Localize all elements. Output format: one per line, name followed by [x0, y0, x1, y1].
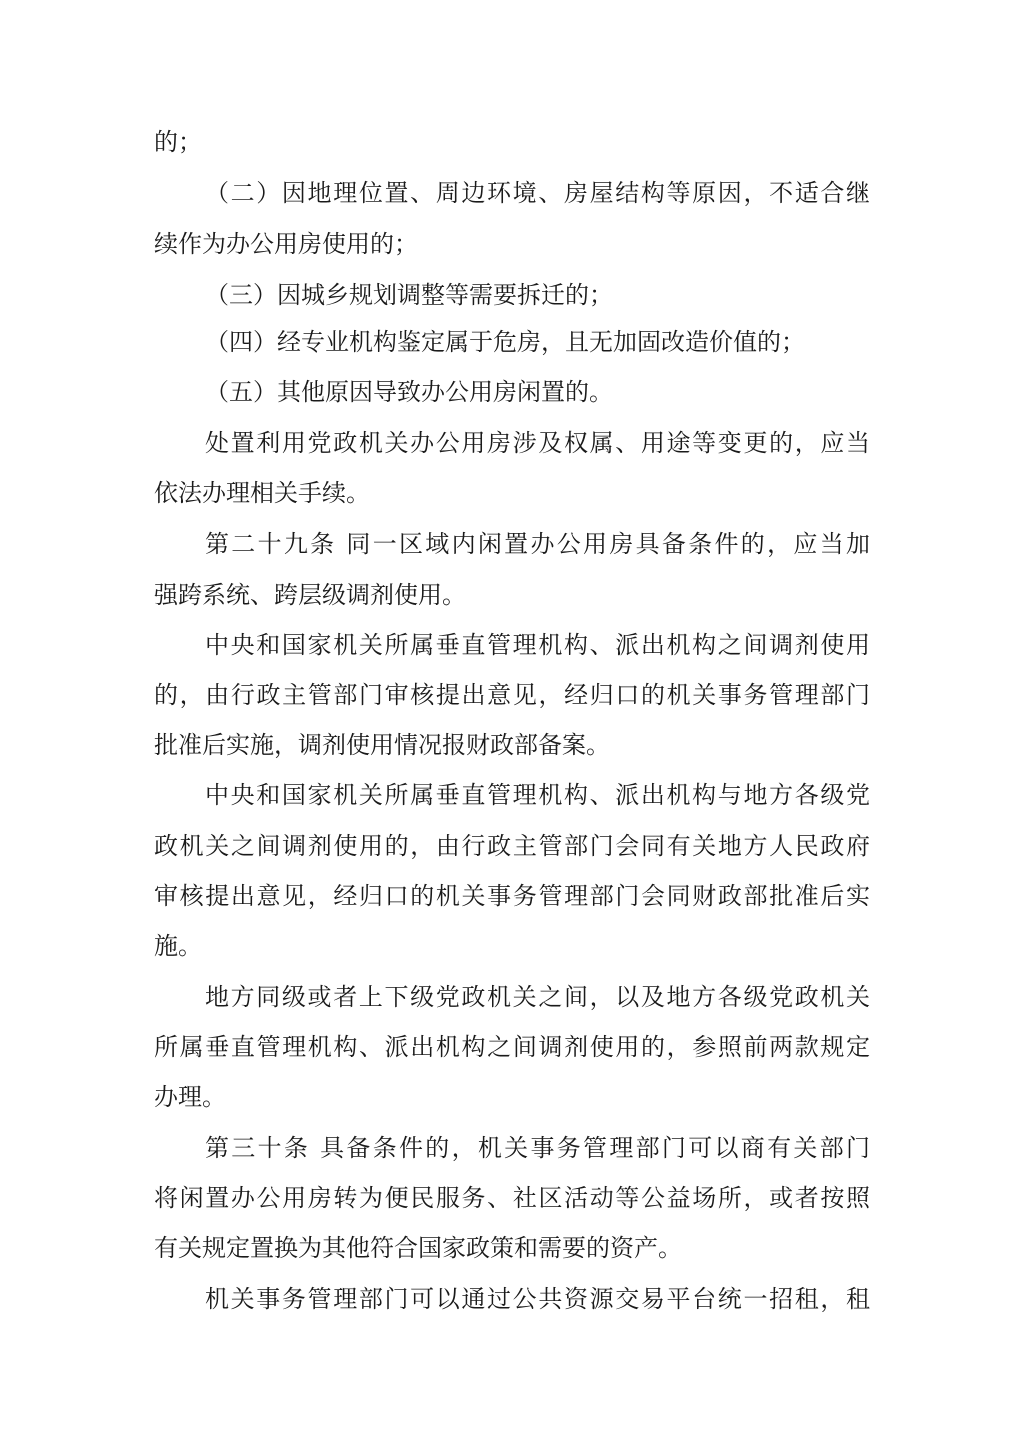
text-line: 批准后实施，调剂使用情况报财政部备案。: [154, 731, 610, 759]
text-line: 处置利用党政机关办公用房涉及权属、用途等变更的，应当: [205, 429, 870, 457]
text-line: 办理。: [154, 1083, 226, 1111]
text-line: 政机关之间调剂使用的，由行政主管部门会同有关地方人民政府: [154, 832, 870, 860]
text-line: 将闲置办公用房转为便民服务、社区活动等公益场所，或者按照: [154, 1184, 870, 1212]
text-line: （四）经专业机构鉴定属于危房，且无加固改造价值的；: [205, 328, 805, 356]
text-line: 中央和国家机关所属垂直管理机构、派出机构与地方各级党: [205, 781, 870, 809]
text-line: 强跨系统、跨层级调剂使用。: [154, 581, 466, 609]
text-line: 有关规定置换为其他符合国家政策和需要的资产。: [154, 1234, 682, 1262]
text-line: 续作为办公用房使用的；: [154, 230, 418, 258]
text-line: 审核提出意见，经归口的机关事务管理部门会同财政部批准后实: [154, 882, 870, 910]
text-line: （五）其他原因导致办公用房闲置的。: [205, 378, 613, 406]
text-line: （三）因城乡规划调整等需要拆迁的；: [205, 281, 613, 309]
text-line: 机关事务管理部门可以通过公共资源交易平台统一招租，租: [205, 1285, 870, 1313]
text-line: 所属垂直管理机构、派出机构之间调剂使用的，参照前两款规定: [154, 1033, 870, 1061]
text-line: 第三十条 具备条件的，机关事务管理部门可以商有关部门: [205, 1134, 870, 1162]
text-line: 的；: [154, 128, 202, 156]
text-line: 施。: [154, 932, 202, 960]
text-line: 第二十九条 同一区域内闲置办公用房具备条件的，应当加: [205, 530, 870, 558]
text-line: 中央和国家机关所属垂直管理机构、派出机构之间调剂使用: [205, 631, 870, 659]
text-line: （二）因地理位置、周边环境、房屋结构等原因，不适合继: [205, 179, 870, 207]
text-line: 地方同级或者上下级党政机关之间，以及地方各级党政机关: [205, 983, 870, 1011]
text-line: 的，由行政主管部门审核提出意见，经归口的机关事务管理部门: [154, 681, 870, 709]
text-line: 依法办理相关手续。: [154, 479, 370, 507]
